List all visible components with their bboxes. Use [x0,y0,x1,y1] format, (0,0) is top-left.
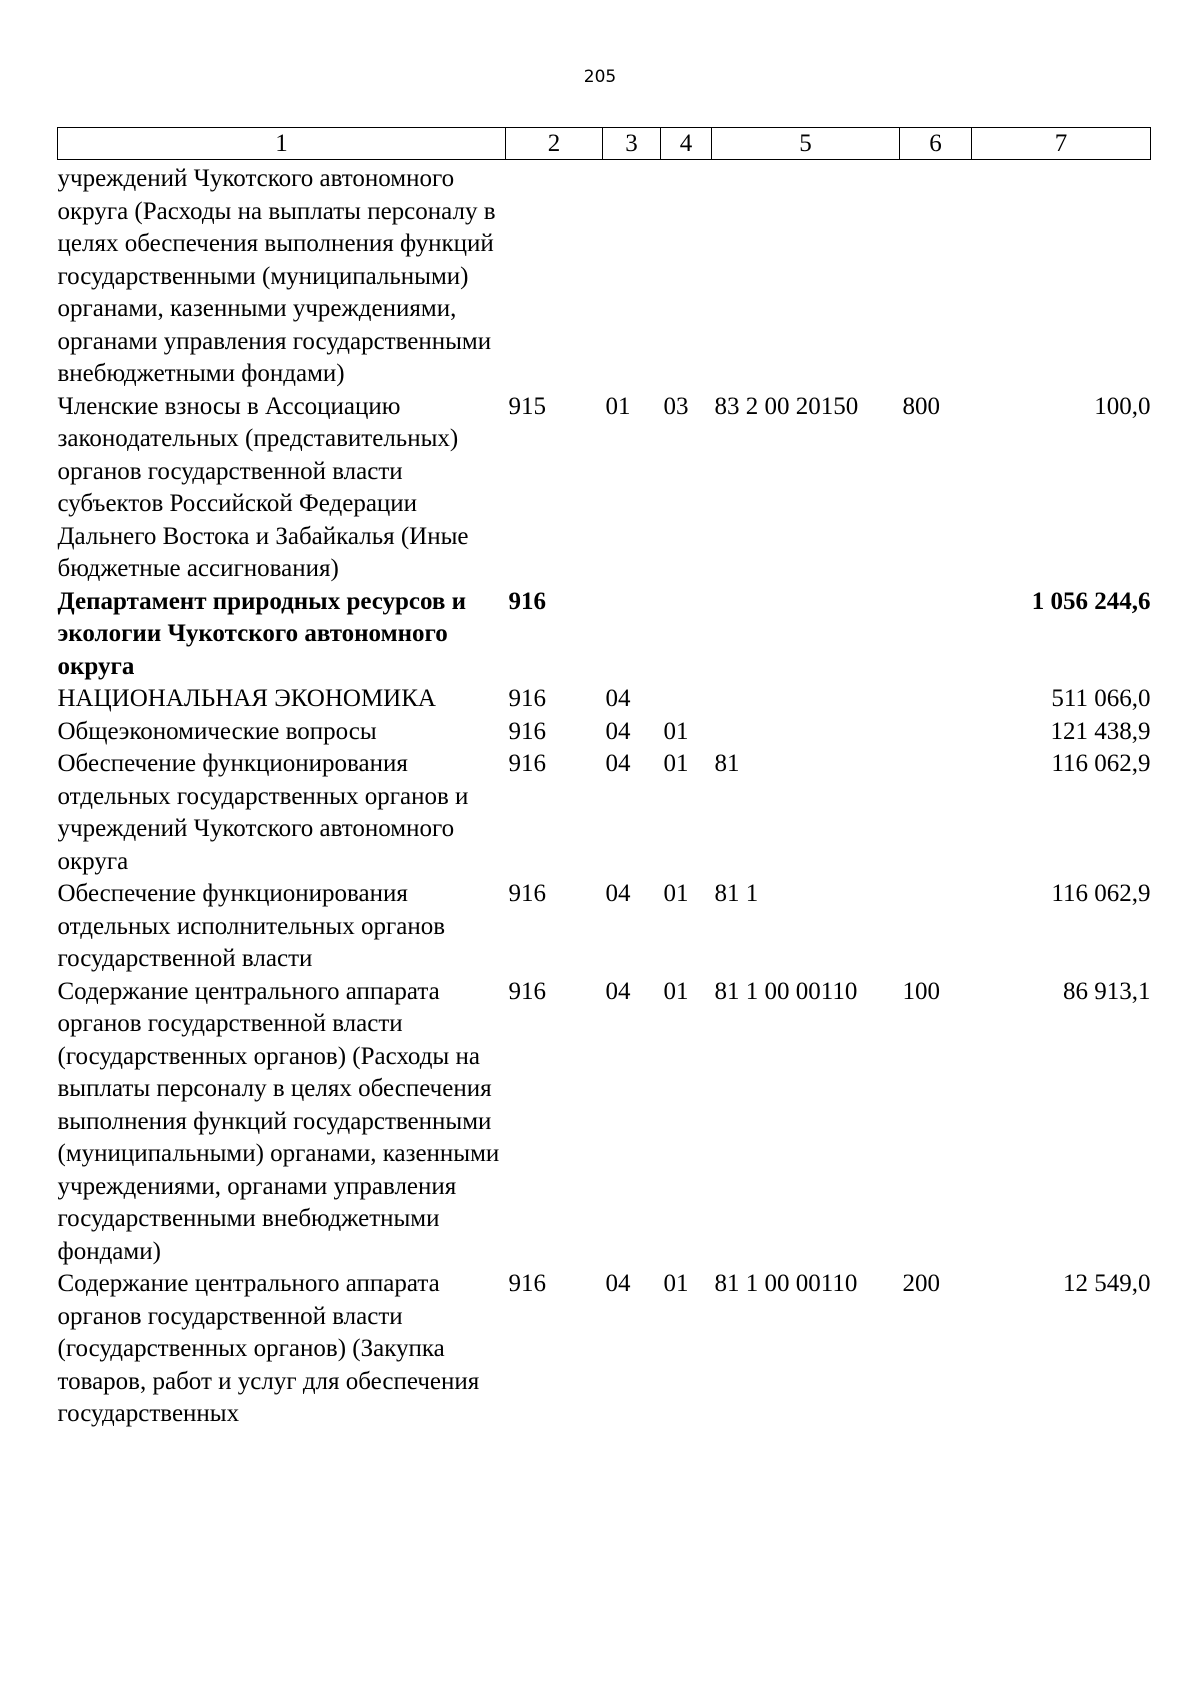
row-vr: 100 [902,977,940,1005]
column-header-2: 2 [506,128,603,160]
row-vr [900,586,972,684]
row-ved: 916 [508,717,546,745]
row-csr: 81 [714,750,740,777]
row-rz: 04 [605,880,631,907]
column-header-1: 1 [58,128,506,160]
table-row [58,748,1151,878]
row-rz: 04 [605,717,631,745]
row-name: Общеэкономические вопросы [57,717,377,745]
table-row [58,391,1151,586]
row-sum: 86 913,1 [1063,977,1151,1005]
row-ved: 916 [508,587,546,615]
row-pr: 01 [663,1270,689,1297]
row-name: Обеспечение функционирования отдельных исполнительных органов государственной власти [57,880,445,972]
row-csr: 81 1 00 00110 [714,1270,858,1297]
table-row [58,160,1151,391]
row-name: Содержание центрального аппарата органов государственной власти (государственных органов) (Закупка товаров, работ и услуг для обеспечения государственных [57,1270,480,1427]
table-row-department [58,586,1151,684]
table-row [58,716,1151,749]
row-pr: 01 [663,977,689,1005]
row-sum: 116 062,9 [1051,880,1151,907]
row-name: Департамент природных ресурсов и экологии Чукотского автономного округа [57,587,467,680]
table-row [58,1268,1151,1431]
column-header-7: 7 [972,128,1151,160]
row-rz: 04 [605,685,631,712]
row-pr: 01 [663,717,689,745]
table-row [58,683,1151,716]
row-rz: 01 [605,392,631,420]
row-ved: 916 [508,977,546,1005]
row-vr [900,160,972,391]
column-header-5: 5 [712,128,900,160]
row-pr: 01 [663,880,689,907]
row-rz [603,160,661,391]
row-name: НАЦИОНАЛЬНАЯ ЭКОНОМИКА [57,685,436,712]
row-csr: 81 1 [714,880,759,907]
row-sum: 121 438,9 [1050,717,1151,745]
row-ved: 916 [508,685,546,712]
row-sum: 1 056 244,6 [1031,587,1151,615]
column-header-3: 3 [603,128,661,160]
row-sum: 116 062,9 [1051,750,1151,777]
row-pr: 01 [663,750,689,777]
row-ved: 916 [508,750,546,777]
row-sum [972,160,1151,391]
table-header-row [58,128,1151,160]
row-vr [900,878,972,976]
row-ved [506,160,603,391]
row-ved: 916 [508,880,546,907]
row-rz [603,586,661,684]
row-csr: 81 1 00 00110 [714,977,858,1005]
row-sum: 100,0 [1094,392,1151,420]
row-sum: 511 066,0 [1051,685,1151,712]
row-pr [661,586,712,684]
row-name: Содержание центрального аппарата органов государственной власти (государственных органов) (Расходы на выплаты персоналу в целях обеспечения выполнения функций государственными (муниципальными) органами, казенными учреждениями, органами управления государственными внебюджетными фондами) [57,977,500,1265]
row-pr [661,683,712,716]
row-csr [712,160,900,391]
row-csr [712,586,900,684]
row-ved: 915 [508,392,546,420]
row-pr: 03 [663,392,689,420]
column-header-4: 4 [661,128,712,160]
row-vr [900,716,972,749]
page-number: 205 [583,67,617,87]
row-vr [900,683,972,716]
row-name: Обеспечение функционирования отдельных государственных органов и учреждений Чукотского автономного округа [57,750,469,875]
row-csr [712,683,900,716]
row-vr: 800 [902,392,940,420]
row-rz: 04 [605,977,631,1005]
row-name: учреждений Чукотского автономного округа (Расходы на выплаты персоналу в целях обеспечения выполнения функций государственными (муниципальными) органами, казенными учреждениями, органами управления государственными внебюджетными фондами) [57,165,496,387]
row-name: Членские взносы в Ассоциацию законодательных (представительных) органов государственной власти субъектов Российской Федерации Дальнего Востока и Забайкалья (Иные бюджетные ассигнования) [57,392,469,582]
row-rz: 04 [605,1270,631,1297]
table-row [58,976,1151,1269]
row-pr [661,160,712,391]
row-ved: 916 [508,1270,546,1297]
row-vr: 200 [902,1270,940,1297]
column-header-6: 6 [900,128,972,160]
row-csr [712,716,900,749]
row-sum: 12 549,0 [1063,1270,1151,1297]
row-rz: 04 [605,750,631,777]
budget-table [57,127,1151,1431]
row-vr [900,748,972,878]
table-row [58,878,1151,976]
row-csr: 83 2 00 20150 [714,392,859,420]
